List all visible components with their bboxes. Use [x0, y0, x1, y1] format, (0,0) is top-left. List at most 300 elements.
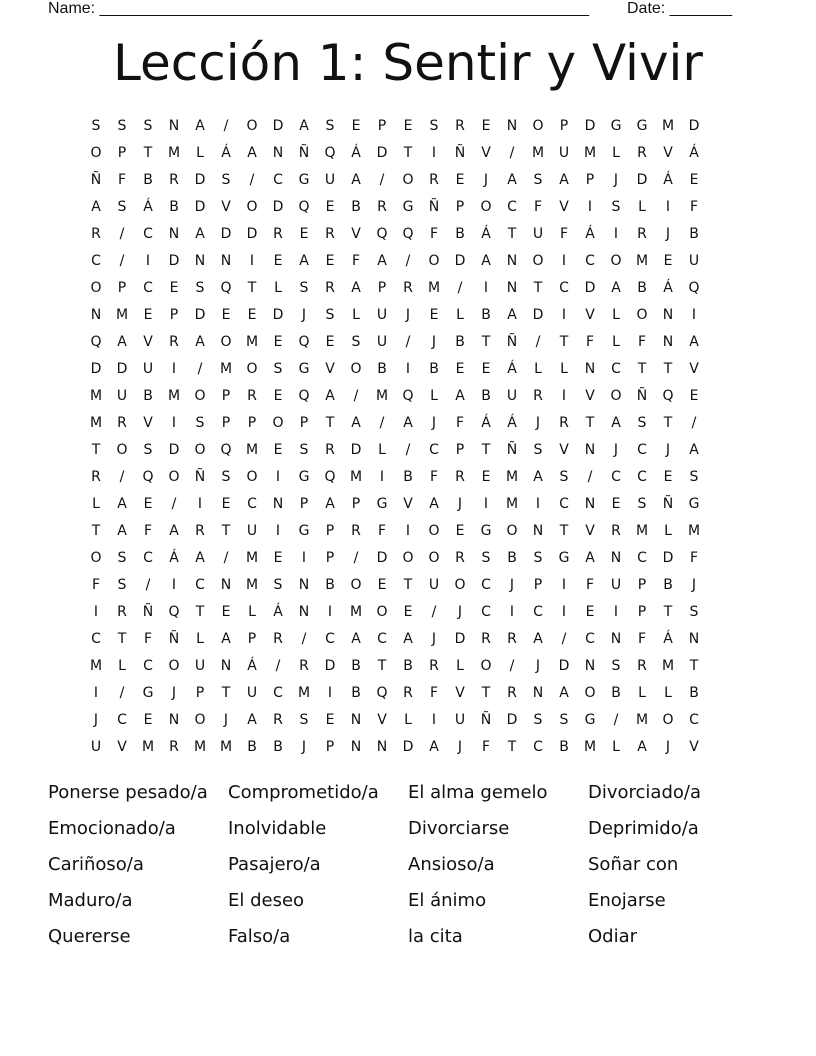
grid-letter: Q	[298, 388, 310, 404]
grid-letter: B	[351, 658, 361, 674]
grid-letter: L	[196, 145, 204, 161]
grid-letter: /	[223, 118, 229, 134]
grid-letter: N	[220, 253, 232, 269]
grid-letter: Q	[220, 280, 232, 296]
grid-letter: S	[559, 469, 569, 485]
grid-letter: A	[351, 280, 361, 296]
grid-letter: E	[273, 253, 283, 269]
grid-letter: F	[429, 685, 439, 701]
grid-letter: C	[611, 469, 621, 485]
grid-letter: V	[481, 145, 491, 161]
grid-letter: P	[377, 118, 387, 134]
grid-letter: Ñ	[298, 145, 310, 161]
grid-letter: N	[662, 334, 674, 350]
grid-letter: R	[637, 226, 647, 242]
grid-letter: U	[90, 739, 102, 755]
grid-letter: D	[662, 550, 674, 566]
grid-letter: A	[299, 253, 309, 269]
grid-letter: A	[455, 388, 465, 404]
grid-letter: E	[689, 172, 699, 188]
grid-letter: U	[376, 334, 388, 350]
grid-letter: V	[559, 199, 569, 215]
grid-letter: P	[585, 172, 595, 188]
grid-letter: Q	[298, 334, 310, 350]
grid-letter: /	[145, 577, 151, 593]
grid-letter: I	[431, 145, 437, 161]
grid-letter: V	[585, 388, 595, 404]
grid-letter: C	[195, 577, 205, 593]
grid-letter: O	[376, 604, 388, 620]
grid-letter: T	[533, 280, 543, 296]
grid-letter: Q	[688, 280, 700, 296]
grid-letter: C	[143, 280, 153, 296]
grid-letter: S	[143, 118, 153, 134]
grid-letter: R	[169, 172, 179, 188]
word-bank-item: Divorciarse	[408, 818, 510, 839]
grid-row	[83, 545, 733, 572]
grid-letter: E	[325, 253, 335, 269]
grid-letter: B	[143, 388, 153, 404]
grid-letter: N	[194, 253, 206, 269]
grid-letter: A	[559, 685, 569, 701]
grid-letter: E	[351, 118, 361, 134]
grid-letter: D	[272, 307, 284, 323]
grid-letter: E	[689, 388, 699, 404]
grid-letter: I	[249, 253, 255, 269]
grid-letter: O	[90, 550, 102, 566]
grid-letter: Á	[663, 631, 673, 647]
grid-letter: L	[560, 361, 568, 377]
grid-letter: M	[687, 523, 701, 539]
grid-letter: D	[194, 307, 206, 323]
grid-letter: O	[532, 118, 544, 134]
grid-letter: N	[168, 712, 180, 728]
grid-letter: T	[481, 334, 491, 350]
grid-letter: S	[325, 307, 335, 323]
grid-letter: /	[119, 685, 125, 701]
grid-letter: E	[221, 604, 231, 620]
grid-letter: F	[585, 577, 595, 593]
grid-letter: O	[506, 523, 518, 539]
word-bank-item: Comprometido/a	[228, 782, 379, 803]
grid-letter: P	[351, 496, 361, 512]
grid-letter: D	[168, 253, 180, 269]
grid-letter: C	[585, 631, 595, 647]
grid-letter: J	[431, 631, 437, 647]
word-bank-item: Odiar	[588, 926, 638, 947]
grid-letter: L	[404, 712, 412, 728]
grid-letter: I	[145, 253, 151, 269]
grid-letter: I	[613, 226, 619, 242]
grid-letter: L	[612, 145, 620, 161]
grid-letter: P	[533, 577, 543, 593]
grid-letter: N	[688, 631, 700, 647]
grid-letter: O	[350, 577, 362, 593]
grid-letter: A	[195, 226, 205, 242]
grid-letter: R	[273, 631, 283, 647]
grid-letter: S	[429, 118, 439, 134]
grid-letter: B	[143, 172, 153, 188]
grid-letter: A	[117, 523, 127, 539]
grid-letter: T	[221, 523, 231, 539]
grid-letter: E	[325, 712, 335, 728]
grid-letter: J	[431, 415, 437, 431]
grid-letter: P	[195, 685, 205, 701]
grid-letter: D	[584, 118, 596, 134]
grid-letter: Ñ	[142, 604, 154, 620]
grid-letter: D	[194, 172, 206, 188]
grid-letter: T	[585, 415, 595, 431]
grid-letter: L	[534, 361, 542, 377]
grid-letter: T	[559, 334, 569, 350]
grid-letter: B	[247, 739, 257, 755]
grid-letter: O	[428, 253, 440, 269]
grid-letter: U	[688, 253, 700, 269]
grid-letter: E	[143, 496, 153, 512]
grid-letter: O	[610, 388, 622, 404]
grid-letter: E	[377, 577, 387, 593]
grid-letter: N	[584, 361, 596, 377]
grid-letter: A	[403, 631, 413, 647]
grid-letter: I	[561, 604, 567, 620]
grid-letter: M	[349, 469, 363, 485]
grid-letter: D	[454, 253, 466, 269]
grid-letter: R	[455, 469, 465, 485]
grid-row	[83, 626, 733, 653]
grid-letter: N	[168, 226, 180, 242]
grid-letter: N	[584, 658, 596, 674]
header	[48, 0, 748, 20]
grid-letter: V	[689, 739, 699, 755]
grid-letter: I	[327, 685, 333, 701]
grid-letter: I	[561, 253, 567, 269]
grid-letter: T	[689, 658, 699, 674]
word-bank-item: Inolvidable	[228, 818, 327, 839]
word-bank-item: Soñar con	[588, 854, 679, 875]
grid-letter: Q	[376, 226, 388, 242]
grid-letter: L	[274, 280, 282, 296]
grid-letter: /	[561, 631, 567, 647]
grid-letter: N	[662, 307, 674, 323]
grid-letter: C	[559, 496, 569, 512]
grid-letter: S	[195, 280, 205, 296]
grid-letter: L	[612, 307, 620, 323]
grid-letter: S	[117, 577, 127, 593]
grid-letter: R	[429, 658, 439, 674]
grid-letter: O	[662, 712, 674, 728]
grid-letter: S	[117, 118, 127, 134]
grid-letter: U	[324, 172, 336, 188]
grid-letter: E	[143, 307, 153, 323]
grid-letter: D	[272, 118, 284, 134]
grid-letter: Ñ	[506, 334, 518, 350]
grid-letter: N	[220, 658, 232, 674]
grid-letter: Q	[168, 604, 180, 620]
grid-letter: O	[246, 118, 258, 134]
grid-letter: C	[377, 631, 387, 647]
grid-letter: S	[299, 712, 309, 728]
grid-letter: Q	[324, 469, 336, 485]
grid-letter: M	[505, 469, 519, 485]
grid-letter: J	[665, 739, 671, 755]
grid-letter: A	[559, 172, 569, 188]
grid-letter: O	[116, 442, 128, 458]
grid-letter: /	[405, 442, 411, 458]
grid-row	[83, 572, 733, 599]
grid-row	[83, 167, 733, 194]
grid-letter: A	[429, 739, 439, 755]
grid-letter: S	[299, 442, 309, 458]
grid-letter: M	[635, 712, 649, 728]
grid-letter: Ñ	[506, 442, 518, 458]
grid-letter: A	[403, 415, 413, 431]
grid-letter: O	[220, 334, 232, 350]
grid-letter: I	[405, 523, 411, 539]
grid-letter: R	[507, 631, 517, 647]
grid-letter: O	[246, 199, 258, 215]
grid-letter: M	[245, 334, 259, 350]
grid-letter: A	[325, 388, 335, 404]
grid-letter: N	[298, 604, 310, 620]
grid-letter: A	[325, 496, 335, 512]
grid-letter: E	[585, 604, 595, 620]
grid-row	[83, 410, 733, 437]
grid-letter: A	[195, 550, 205, 566]
grid-letter: J	[665, 226, 671, 242]
grid-letter: O	[168, 469, 180, 485]
word-bank-item: El alma gemelo	[408, 782, 548, 803]
grid-letter: S	[221, 469, 231, 485]
grid-row	[83, 707, 733, 734]
grid-letter: J	[691, 577, 697, 593]
grid-letter: A	[117, 334, 127, 350]
grid-letter: M	[245, 577, 259, 593]
grid-letter: I	[301, 550, 307, 566]
grid-letter: A	[481, 253, 491, 269]
grid-letter: Ñ	[454, 145, 466, 161]
grid-letter: I	[561, 307, 567, 323]
grid-letter: R	[611, 523, 621, 539]
grid-letter: L	[196, 631, 204, 647]
grid-letter: Ñ	[428, 199, 440, 215]
date-field-label: Date: _______	[627, 0, 732, 17]
grid-letter: R	[455, 550, 465, 566]
grid-letter: E	[455, 361, 465, 377]
grid-letter: I	[171, 415, 177, 431]
grid-letter: /	[691, 415, 697, 431]
grid-letter: L	[638, 199, 646, 215]
grid-letter: M	[219, 739, 233, 755]
grid-letter: Ñ	[194, 469, 206, 485]
grid-letter: G	[558, 550, 570, 566]
grid-letter: A	[585, 550, 595, 566]
grid-letter: F	[377, 523, 387, 539]
grid-letter: M	[583, 739, 597, 755]
grid-letter: Á	[507, 415, 517, 431]
grid-letter: F	[481, 739, 491, 755]
grid-letter: J	[457, 739, 463, 755]
grid-letter: M	[583, 145, 597, 161]
grid-letter: P	[117, 145, 127, 161]
grid-letter: V	[143, 334, 153, 350]
grid-letter: N	[168, 118, 180, 134]
grid-letter: A	[507, 307, 517, 323]
grid-letter: L	[430, 388, 438, 404]
grid-letter: Á	[351, 145, 361, 161]
grid-letter: B	[663, 577, 673, 593]
grid-letter: Q	[324, 145, 336, 161]
grid-letter: E	[273, 550, 283, 566]
grid-letter: A	[377, 253, 387, 269]
grid-letter: S	[299, 280, 309, 296]
grid-letter: /	[509, 658, 515, 674]
grid-letter: N	[90, 307, 102, 323]
grid-letter: /	[379, 415, 385, 431]
grid-letter: B	[689, 685, 699, 701]
grid-letter: A	[351, 631, 361, 647]
grid-letter: I	[483, 280, 489, 296]
grid-letter: Q	[376, 685, 388, 701]
grid-letter: B	[481, 307, 491, 323]
grid-letter: O	[168, 658, 180, 674]
grid-letter: C	[143, 658, 153, 674]
grid-letter: F	[689, 550, 699, 566]
grid-row	[83, 464, 733, 491]
grid-letter: Q	[142, 469, 154, 485]
grid-letter: V	[559, 442, 569, 458]
name-field-label: Name: _______________________________________________________	[48, 0, 589, 17]
grid-row	[83, 248, 733, 275]
grid-letter: C	[143, 550, 153, 566]
grid-letter: /	[275, 658, 281, 674]
grid-letter: A	[611, 280, 621, 296]
grid-letter: O	[480, 658, 492, 674]
grid-letter: A	[195, 118, 205, 134]
grid-letter: Á	[507, 361, 517, 377]
grid-letter: P	[325, 739, 335, 755]
grid-letter: U	[454, 712, 466, 728]
grid-letter: R	[507, 685, 517, 701]
grid-letter: U	[246, 523, 258, 539]
grid-letter: S	[533, 712, 543, 728]
grid-letter: Á	[663, 172, 673, 188]
grid-letter: N	[506, 280, 518, 296]
grid-letter: /	[119, 253, 125, 269]
grid-letter: B	[169, 199, 179, 215]
grid-letter: O	[194, 442, 206, 458]
grid-letter: J	[483, 172, 489, 188]
grid-letter: G	[298, 361, 310, 377]
grid-letter: E	[273, 442, 283, 458]
grid-letter: P	[637, 604, 647, 620]
grid-letter: E	[663, 253, 673, 269]
grid-letter: J	[431, 334, 437, 350]
grid-letter: I	[171, 361, 177, 377]
grid-letter: T	[247, 280, 257, 296]
grid-letter: P	[325, 550, 335, 566]
grid-letter: I	[275, 523, 281, 539]
grid-letter: E	[221, 307, 231, 323]
grid-letter: /	[119, 226, 125, 242]
grid-letter: R	[637, 658, 647, 674]
grid-row	[83, 302, 733, 329]
grid-letter: V	[663, 145, 673, 161]
grid-letter: S	[637, 415, 647, 431]
grid-letter: A	[247, 145, 257, 161]
grid-letter: N	[532, 523, 544, 539]
grid-letter: Ñ	[662, 496, 674, 512]
grid-letter: O	[454, 577, 466, 593]
grid-letter: S	[143, 442, 153, 458]
grid-letter: Ñ	[90, 172, 102, 188]
grid-letter: B	[325, 577, 335, 593]
grid-letter: S	[221, 172, 231, 188]
grid-letter: S	[533, 172, 543, 188]
grid-letter: Ñ	[480, 712, 492, 728]
grid-letter: N	[506, 253, 518, 269]
grid-letter: Á	[247, 658, 257, 674]
grid-letter: L	[378, 442, 386, 458]
grid-letter: M	[167, 388, 181, 404]
grid-letter: E	[299, 226, 309, 242]
grid-letter: C	[481, 604, 491, 620]
grid-letter: R	[377, 199, 387, 215]
grid-letter: M	[427, 280, 441, 296]
grid-letter: M	[505, 496, 519, 512]
grid-letter: V	[689, 361, 699, 377]
grid-letter: S	[117, 550, 127, 566]
grid-letter: I	[171, 577, 177, 593]
grid-row	[83, 140, 733, 167]
grid-letter: /	[379, 172, 385, 188]
grid-letter: V	[351, 226, 361, 242]
grid-letter: A	[221, 631, 231, 647]
grid-letter: N	[350, 739, 362, 755]
grid-letter: D	[402, 739, 414, 755]
grid-letter: S	[559, 712, 569, 728]
grid-letter: R	[429, 172, 439, 188]
word-bank-item: Cariñoso/a	[48, 854, 144, 875]
grid-letter: E	[481, 118, 491, 134]
grid-letter: C	[91, 253, 101, 269]
grid-letter: Á	[663, 280, 673, 296]
grid-letter: R	[455, 118, 465, 134]
grid-letter: L	[612, 739, 620, 755]
grid-letter: N	[272, 145, 284, 161]
word-bank	[48, 778, 788, 958]
word-bank-item: Deprimido/a	[588, 818, 699, 839]
grid-letter: T	[663, 604, 673, 620]
grid-row	[83, 734, 733, 761]
grid-letter: T	[91, 442, 101, 458]
grid-letter: N	[376, 739, 388, 755]
grid-letter: /	[405, 253, 411, 269]
grid-letter: J	[509, 577, 515, 593]
word-search-grid	[83, 113, 733, 761]
grid-row	[83, 680, 733, 707]
grid-letter: L	[352, 307, 360, 323]
grid-letter: V	[585, 523, 595, 539]
grid-letter: T	[143, 145, 153, 161]
grid-letter: P	[325, 523, 335, 539]
grid-letter: R	[169, 739, 179, 755]
grid-letter: D	[194, 199, 206, 215]
grid-letter: E	[455, 172, 465, 188]
grid-letter: O	[246, 469, 258, 485]
grid-letter: V	[377, 712, 387, 728]
grid-letter: F	[429, 469, 439, 485]
grid-letter: B	[403, 469, 413, 485]
